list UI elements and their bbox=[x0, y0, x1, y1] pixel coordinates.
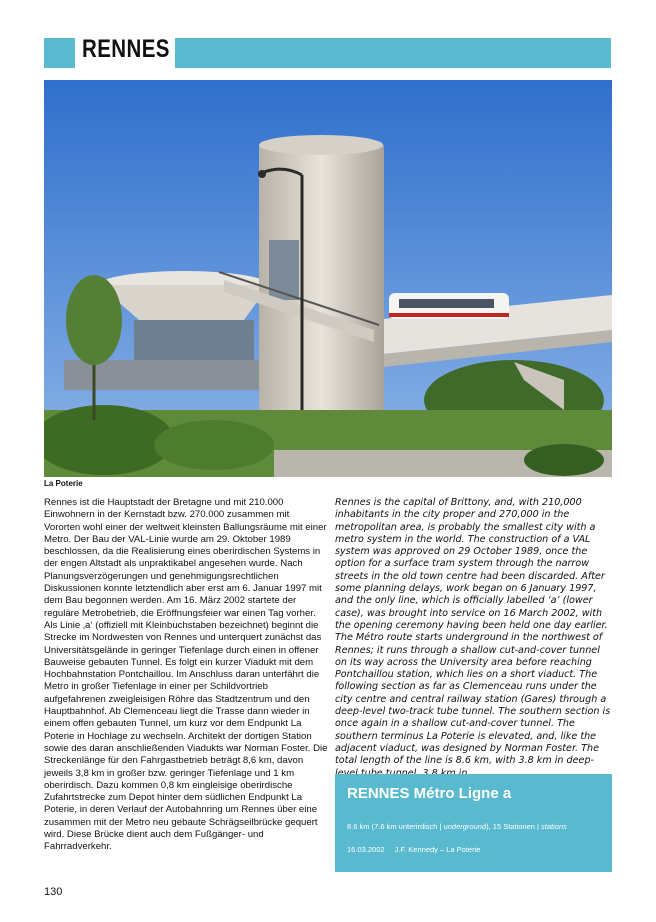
line-credit: J.F. Kennedy – La Poterie bbox=[394, 845, 481, 854]
stats-middle: ), 15 Stationen | bbox=[486, 822, 542, 831]
page-number: 130 bbox=[44, 886, 63, 898]
german-paragraph: Als Linie ‚a‘ (offiziell mit Kleinbuchstaben bezeichnet) beginnt die Strecke im Nordwesten von Rennes und unterquert zunächst das Universitätsgelände in geringer Tiefenlage durch einen in offener Bauweise gebauten Tunnel. Es folgt ein kurzer Viadukt mit dem Hochbahnstation Pontchaillou. Im Anschluss daran unterfährt die Metro in großer Tiefenlage in einer per Schildvortrieb aufgefahrenen zweigleisigen Röhre das Stadtzentrum und den Hauptbahnhof. Ab Clemenceau liegt die Trasse dann wieder in einem offen gebauten Tunnel, um kurz vor dem Endpunkt La Poterie in Hochlage zu wechseln. Architekt der dortigen Station sowie des daran anschließenden Viadukts war Norman Foster. Die Streckenlänge für den Fahrgastbetrieb beträgt 8,6 km, davon jeweils 3,8 km in großer bzw. geringer Tiefenlage und 1 km oberirdisch. Dazu kommen 0,8 km eingleisige oberirdische Zufahrtstrecke zum Depot hinter dem südlichen Endpunkt La Poterie, in deren Verlauf der Autobahnring um Rennes über eine zusammen mit der Metro neu gebaute Schrägseilbrücke gequert wird. Diese Brücke dient auch dem Fußgänger- und Fahrradverkehr. bbox=[44, 619, 328, 853]
stats-prefix: 8.6 km (7.6 km unterirdisch | bbox=[347, 822, 444, 831]
english-text-column bbox=[335, 497, 611, 780]
header-accent-bar bbox=[175, 38, 611, 68]
stats-underground: underground bbox=[443, 822, 487, 831]
line-info-box bbox=[335, 774, 612, 872]
line-title: RENNES Métro Ligne a bbox=[347, 785, 512, 802]
german-paragraph: Rennes ist die Hauptstadt der Bretagne und mit 210.000 Einwohnern in der Kernstadt bzw. 270.000 zusammen mit Vororten wohl einer der weltweit kleinsten Ballungsräume mit einer Metro. Der Bau der VAL-Linie wurde am 29. Oktober 1989 beschlossen, da die Realisierung eines oberirdischen Systems in der engen Altstadt als unpraktikabel angesehen wurde. Nach Planungsverzögerungen und genehmigungsrechtlichen Diskussionen konnte letztendlich aber erst am 6. Januar 1997 mit dem Bau begonnen werden. Am 16. März 2002 startete der reguläre Metrobetrieb, die Eröffnungsfeier war einen Tag vorher. bbox=[44, 497, 327, 619]
english-paragraph: Rennes is the capital of Brittony, and, with 210,000 inhabitants in the city proper and 270,000 in the metropolitan area, is probably the smallest city with a metro system in the world. The construction of a VAL system was approved on 29 October 1989, once the option for a surface tram system through the narrow streets in the old town centre had been discarded. After some planning delays, work began on 6 January 1997, and the only line, which is officially labelled ‘a’ (lower case), was brought into service on 16 March 2002, with the opening ceremony having been held one day earlier. bbox=[335, 497, 608, 631]
station-photo bbox=[44, 80, 612, 477]
page-title: RENNES bbox=[82, 35, 170, 63]
opening-date: 16.03.2002 bbox=[347, 845, 385, 854]
header-accent-square bbox=[44, 38, 75, 68]
line-opening bbox=[347, 845, 480, 854]
german-text-column bbox=[44, 497, 328, 854]
english-paragraph: The Métro route starts underground in the northwest of Rennes; it runs through a shallow cut-and-cover tunnel on its way across the University area before reaching Pontchaillou station, which lies on a short viaduct. The following section as far as Clemenceau runs under the city centre and central railway station (Gares) through a deep-level two-track tube tunnel. The southern section is once again in a shallow cut-and-cover tunnel. The southern terminus La Poterie is elevated, and, like the adjacent viaduct, was designed by Norman Foster. The total length of the line is 8.6 km, with 3.8 km in deep- bbox=[335, 632, 611, 767]
photo-caption: La Poterie bbox=[44, 479, 83, 488]
stats-stations: stations bbox=[541, 822, 567, 831]
line-stats bbox=[347, 822, 567, 831]
